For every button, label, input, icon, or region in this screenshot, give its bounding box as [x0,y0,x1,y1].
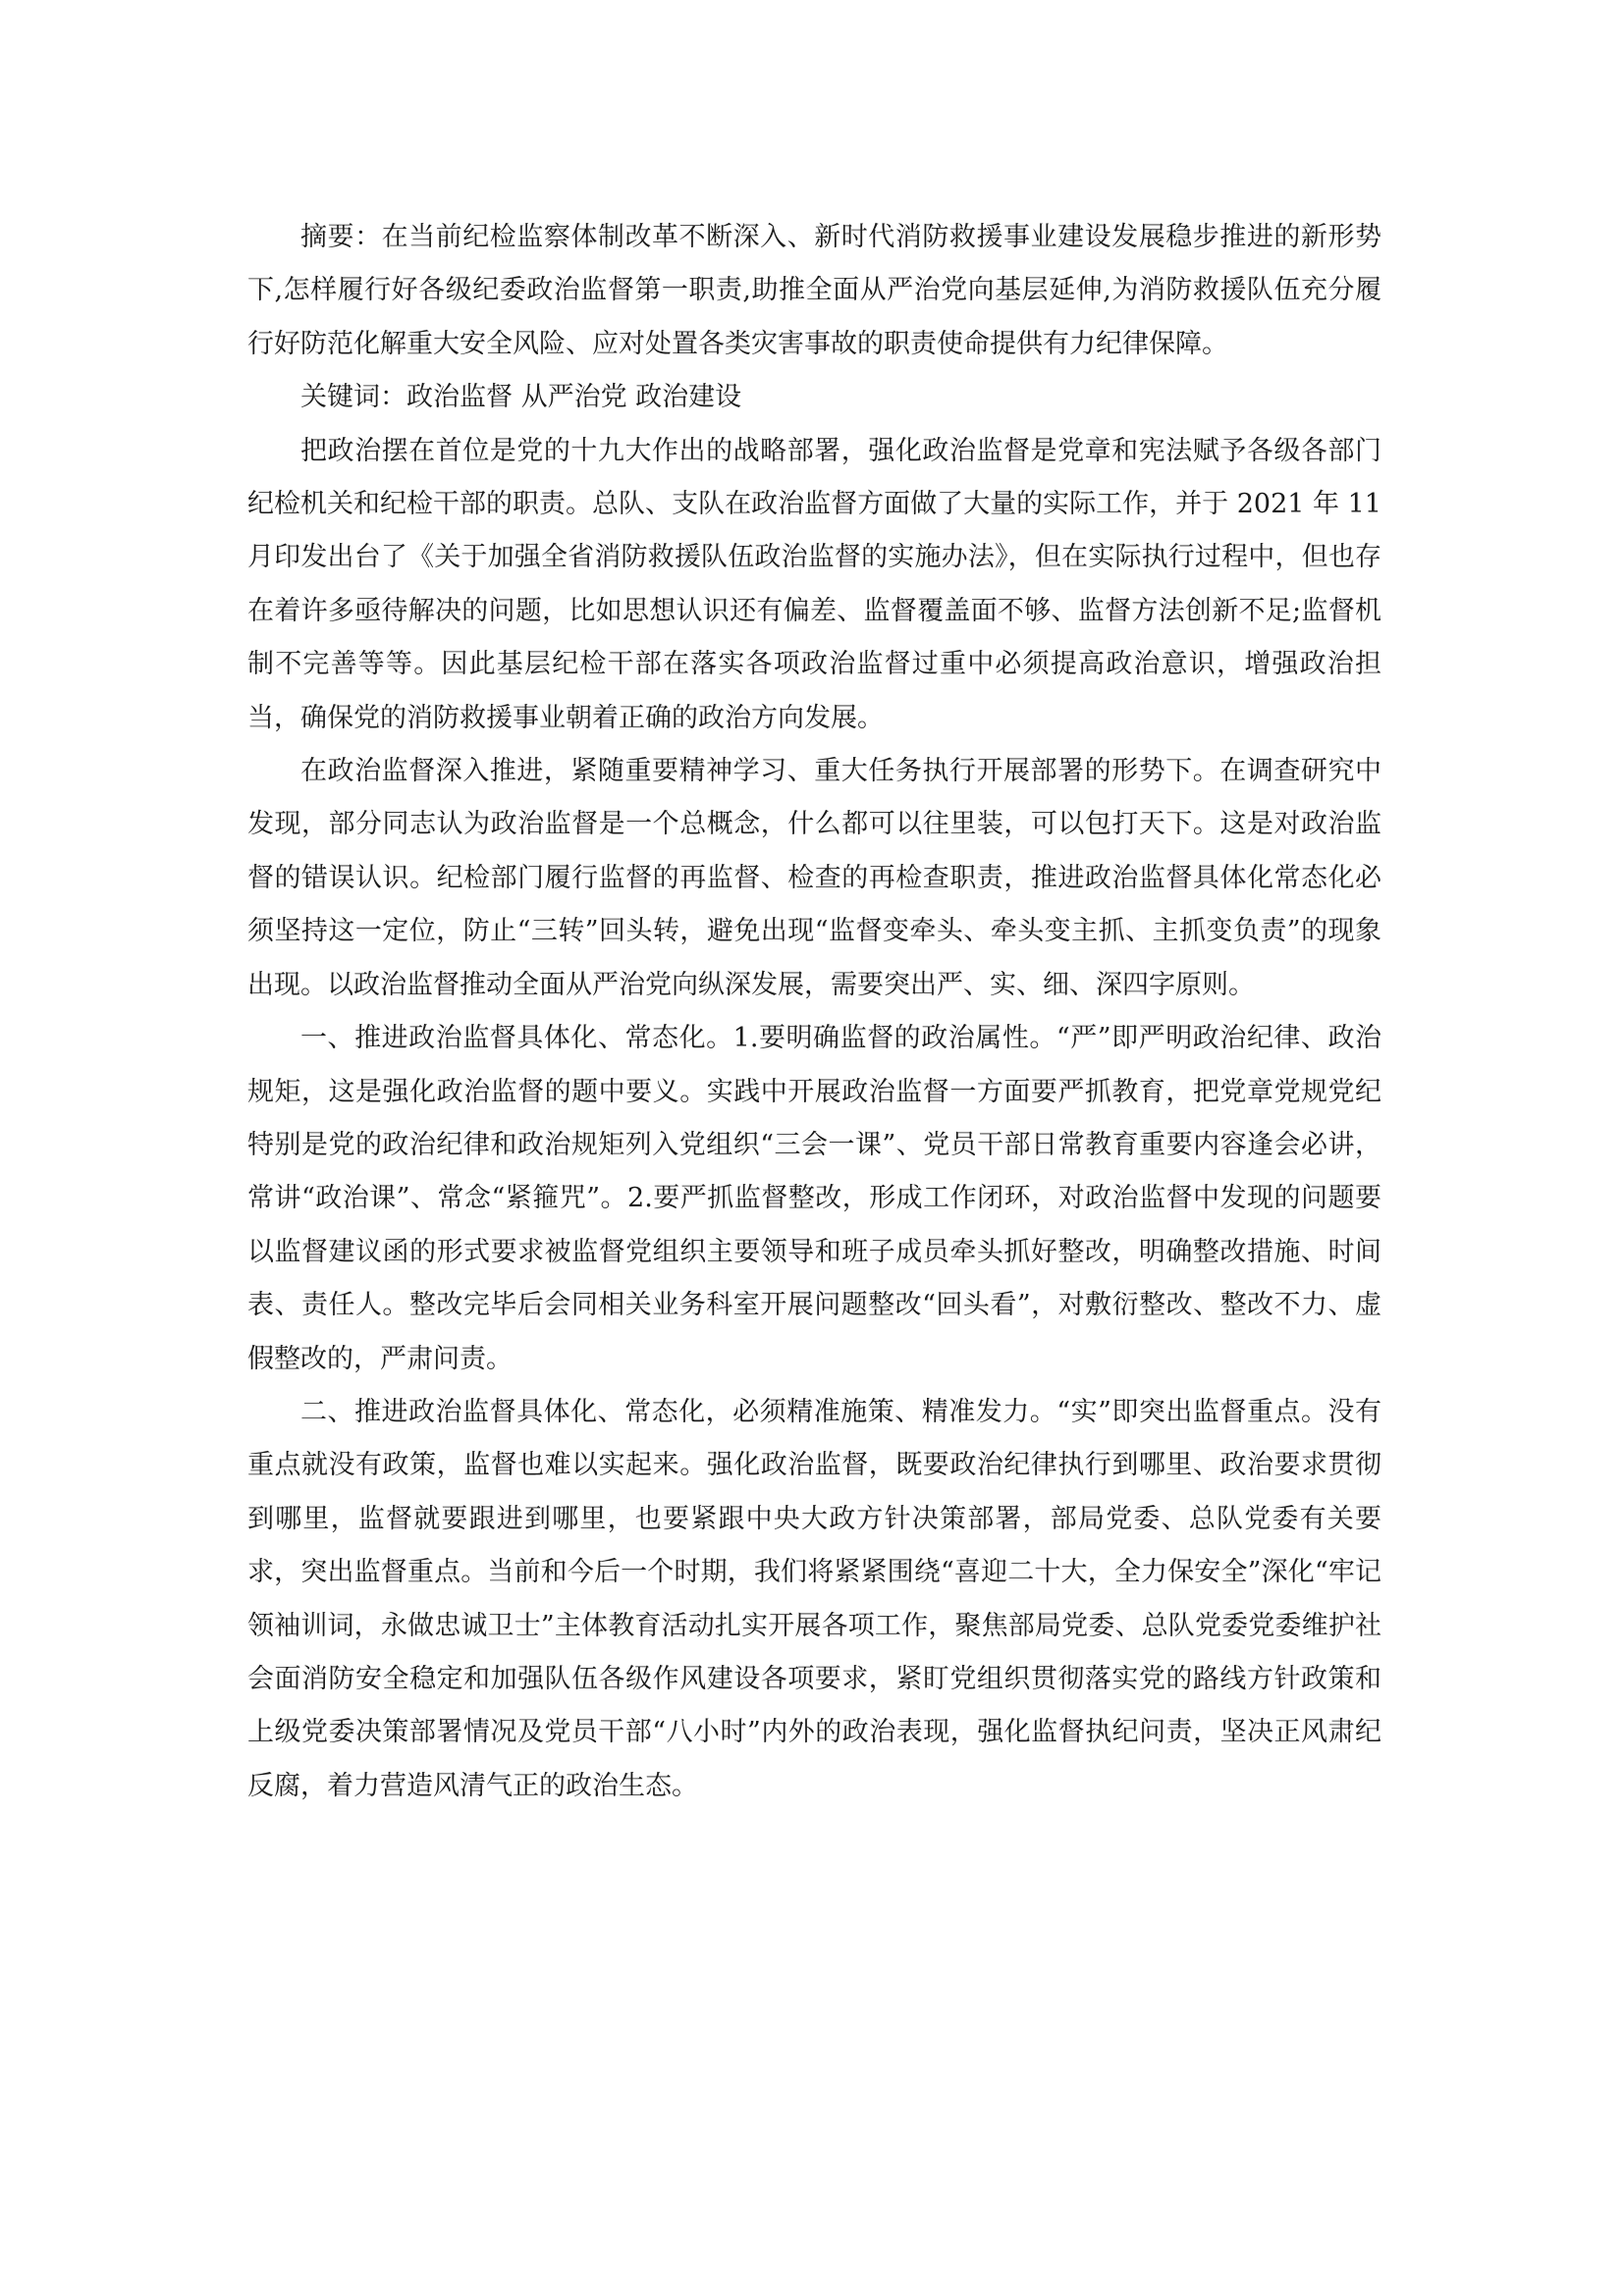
body-paragraph: 在政治监督深入推进，紧随重要精神学习、重大任务执行开展部署的形势下。在调查研究中发现，部分同志认为政治监督是一个总概念，什么都可以往里装，可以包打天下。这是对政治监督的错误认识。纪检部门履行监督的再监督、检查的再检查职责，推进政治监督具体化常态化必须坚持这一定位，防止“三转”回头转，避免出现“监督变牵头、牵头变主抓、主抓变负责”的现象出现。以政治监督推动全面从严治党向纵深发展，需要突出严、实、细、深四字原则。 [247,756,1381,1000]
section-two-paragraph: 二、推进政治监督具体化、常态化，必须精准施策、精准发力。“实”即突出监督重点。没有重点就没有政策，监督也难以实起来。强化政治监督，既要政治纪律执行到哪里、政治要求贯彻到哪里，监督就要跟进到哪里，也要紧跟中央大政方针决策部署，部局党委、总队党委有关要求，突出监督重点。当前和今后一个时期，我们将紧紧围绕“喜迎二十大，全力保安全”深化“牢记领袖训词，永做忠诚卫士”主体教育活动扎实开展各项工作，聚焦部局党委、总队党委党委维护社会面消防安全稳定和加强队伍各级作风建设各项要求，紧盯党组织贯彻落实党的路线方针政策和上级党委决策部署情况及党员干部“八小时”内外的政治表现，强化监督执纪问责，坚决正风肃纪反腐，着力营造风清气正的政治生态。 [247,1396,1381,1801]
keywords-paragraph: 关键词：政治监督 从严治党 政治建设 [300,382,742,413]
abstract-paragraph: 摘要：在当前纪检监察体制改革不断深入、新时代消防救援事业建设发展稳步推进的新形势下,怎样履行好各级纪委政治监督第一职责,助推全面从严治党向基层延伸,为消防救援队伍充分履行好防范化解重大安全风险、应对处置各类灾害事故的职责使命提供有力纪律保障。 [247,222,1381,359]
document-body [247,211,1381,1813]
section-one-paragraph: 一、推进政治监督具体化、常态化。1.要明确监督的政治属性。“严”即严明政治纪律、政治规矩，这是强化政治监督的题中要义。实践中开展政治监督一方面要严抓教育，把党章党规党纪特别是党的政治纪律和政治规矩列入党组织“三会一课”、党员干部日常教育重要内容逢会必讲，常讲“政治课”、常念“紧箍咒”。2.要严抓监督整改，形成工作闭环，对政治监督中发现的问题要以监督建议函的形式要求被监督党组织主要领导和班子成员牵头抓好整改，明确整改措施、时间表、责任人。整改完毕后会同相关业务科室开展问题整改“回头看”，对敷衍整改、整改不力、虚假整改的，严肃问责。 [247,1023,1381,1374]
intro-paragraph: 把政治摆在首位是党的十九大作出的战略部署，强化政治监督是党章和宪法赋予各级各部门纪检机关和纪检干部的职责。总队、支队在政治监督方面做了大量的实际工作，并于 2021 年 11 月印发出台了《关于加强全省消防救援队伍政治监督的实施办法》，但在实际执行过程中，但也存在着许多亟待解决的问题，比如思想认识还有偏差、监督覆盖面不够、监督方法创新不足;监督机制不完善等等。因此基层纪检干部在落实各项政治监督过重中必须提高政治意识，增强政治担当，确保党的消防救援事业朝着正确的政治方向发展。 [247,435,1381,733]
